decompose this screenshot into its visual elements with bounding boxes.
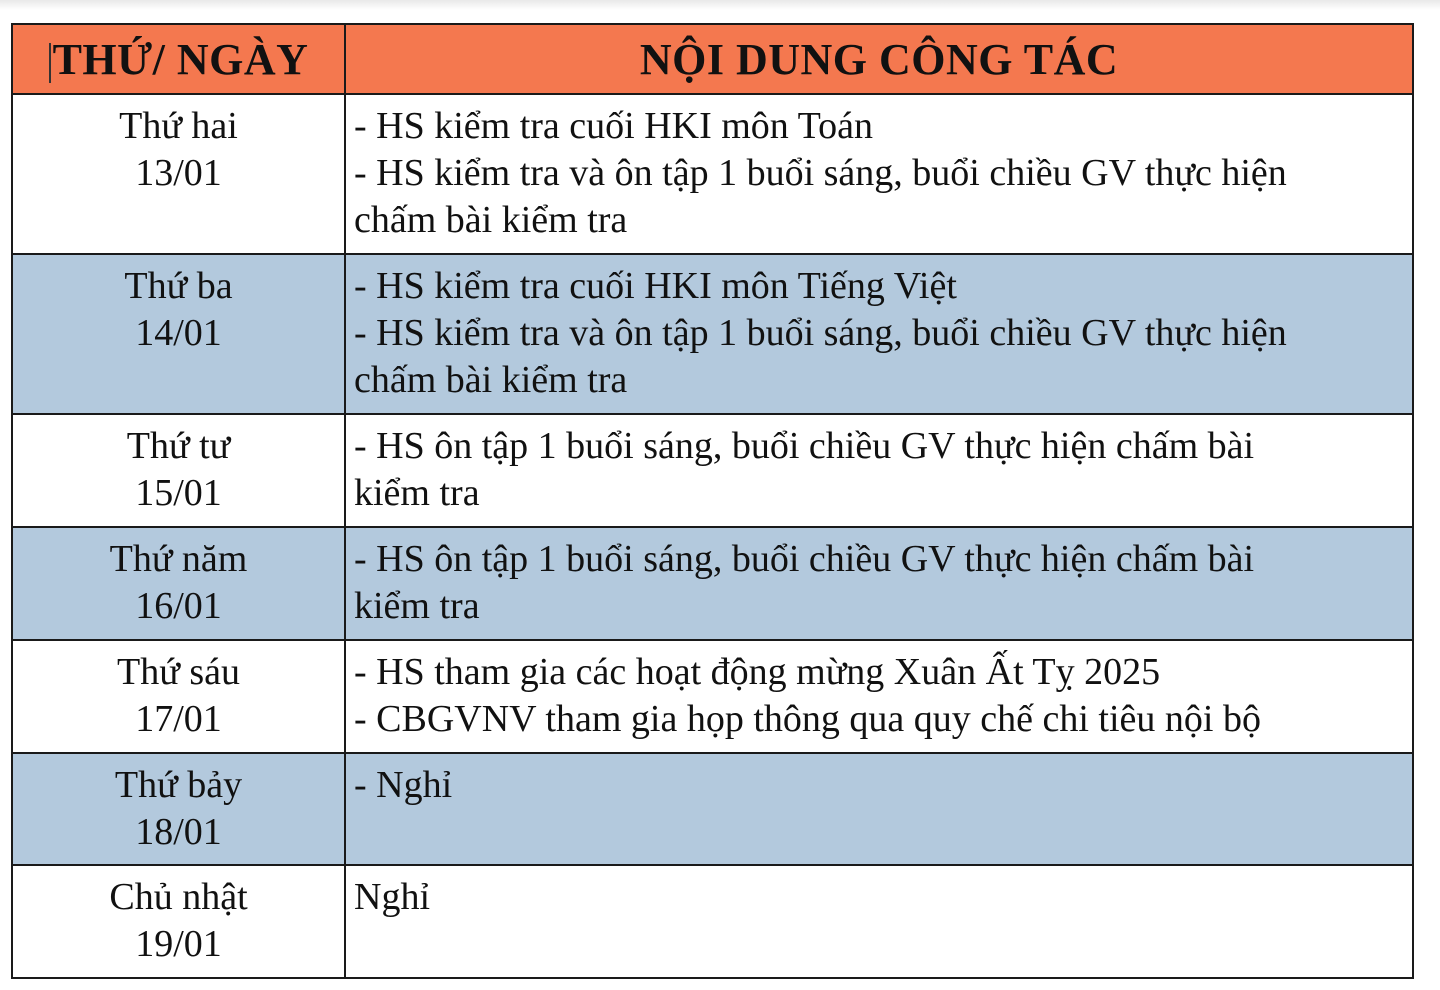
table-row-saturday [12,753,1413,865]
weekday-label: Chủ nhật [109,876,248,918]
content-line: kiểm tra [354,585,480,627]
content-cell[interactable] [345,94,1413,254]
content-line: chấm bài kiểm tra [354,359,628,401]
content-line: - HS ôn tập 1 buổi sáng, buổi chiều GV thực hiện chấm bài [354,425,1255,467]
content-line: Nghỉ [354,876,430,918]
content-line: - HS tham gia các hoạt động mừng Xuân Ất Tỵ 2025 [354,651,1161,693]
table-row-wednesday [12,414,1413,527]
content-line: chấm bài kiểm tra [354,199,628,241]
weekday-label: Thứ hai [119,105,238,147]
content-line: kiểm tra [354,472,480,514]
content-line: - HS kiểm tra và ôn tập 1 buổi sáng, buổi chiều GV thực hiện [354,152,1287,194]
weekday-label: Thứ bảy [114,764,243,806]
content-cell[interactable] [345,753,1413,865]
day-cell[interactable] [12,753,345,865]
content-line: - HS kiểm tra và ôn tập 1 buổi sáng, buổi chiều GV thực hiện [354,312,1287,354]
content-cell[interactable] [345,527,1413,640]
day-cell[interactable] [12,254,345,414]
day-cell[interactable] [12,640,345,753]
content-line: - HS kiểm tra cuối HKI môn Tiếng Việt [354,265,957,307]
work-schedule-table [11,23,1414,979]
date-label: 14/01 [135,312,222,354]
content-line: - Nghỉ [354,764,453,806]
header-day-cell[interactable] [12,24,345,94]
content-line: - HS kiểm tra cuối HKI môn Toán [354,105,874,147]
day-cell[interactable] [12,94,345,254]
day-cell[interactable] [12,865,345,978]
date-label: 15/01 [135,472,222,514]
content-cell[interactable] [345,865,1413,978]
table-row-sunday [12,865,1413,978]
date-label: 18/01 [135,811,222,853]
content-line: - CBGVNV tham gia họp thông qua quy chế chi tiêu nội bộ [354,698,1261,740]
table-header-row [12,24,1413,94]
date-label: 13/01 [135,152,222,194]
weekday-label: Thứ sáu [117,651,240,693]
header-content-cell[interactable] [345,24,1413,94]
date-label: 19/01 [135,923,222,965]
header-content-label: NỘI DUNG CÔNG TÁC [639,34,1119,84]
day-cell[interactable] [12,414,345,527]
content-cell[interactable] [345,640,1413,753]
weekday-label: Thứ tư [126,425,231,467]
weekday-label: Thứ ba [124,265,233,307]
table-row-thursday [12,527,1413,640]
text-cursor [49,43,51,83]
header-day-label: THỨ/ NGÀY [52,34,309,84]
content-line: - HS ôn tập 1 buổi sáng, buổi chiều GV thực hiện chấm bài [354,538,1255,580]
table-row-tuesday [12,254,1413,414]
table-row-monday [12,94,1413,254]
content-cell[interactable] [345,254,1413,414]
weekday-label: Thứ năm [109,538,248,580]
content-cell[interactable] [345,414,1413,527]
date-label: 17/01 [135,698,222,740]
page-top-edge [0,0,1440,10]
table-row-friday [12,640,1413,753]
date-label: 16/01 [135,585,222,627]
day-cell[interactable] [12,527,345,640]
